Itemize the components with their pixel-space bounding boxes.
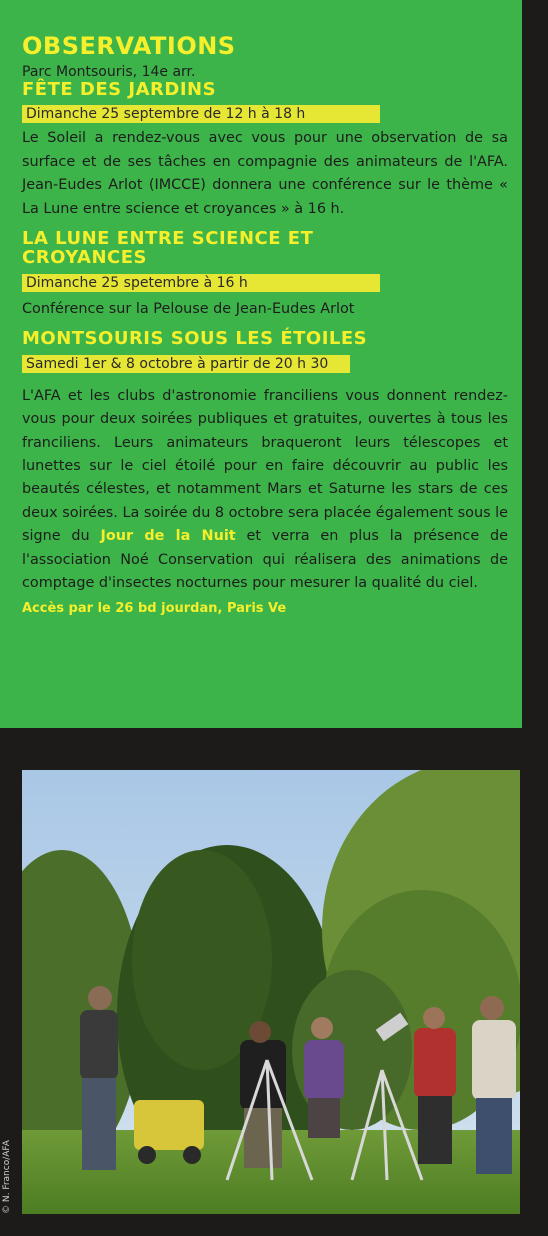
event1-date: Dimanche 25 septembre de 12 h à 18 h <box>22 105 380 123</box>
access-info: Accès par le 26 bd jourdan, Paris Ve <box>22 601 287 617</box>
event2-description: Conférence sur la Pelouse de Jean-Eudes Arlot <box>22 300 355 317</box>
panel-content <box>22 34 508 616</box>
page-title: OBSERVATIONS <box>22 32 236 60</box>
event3-text-end: et verra en plus la présence de l'association Noé Conservation qui réalisera des animations de comptage d'insectes nocturnes pour mesurer la qualité du ciel. <box>22 528 509 591</box>
event3-text-start: L'AFA et les clubs d'astronomie franciliens vous donnent rendez-vous pour deux soirées publiques et gratuites, ouvertes à tous les franciliens. Leurs animateurs braqueront leurs télescopes et lunettes sur le ciel étoilé pour en faire découvrir au public les beautés célestes, et notamment Mars et Saturne les stars de ces deux soirées. La soirée du 8 octobre sera placée également sous le signe du <box>22 387 508 545</box>
event2-date: Dimanche 25 spetembre à 16 h <box>22 274 380 292</box>
event3-description <box>22 385 508 596</box>
photo-credit: © N. Franco/AFA <box>2 1140 12 1214</box>
park-observation-photo <box>22 770 520 1214</box>
event3-title: MONTSOURIS SOUS LES ÉTOILES <box>22 328 368 350</box>
event1-description: Le Soleil a rendez-vous avec vous pour une observation de sa surface et de ses tâches en compagnie des animateurs de l'AFA. Jean-Eudes Arlot (IMCCE) donnera une conférence sur le thème « La Lune entre science et croyances » à 16 h. <box>22 130 508 217</box>
jour-de-la-nuit-highlight: Jour de la Nuit <box>100 528 236 545</box>
event3-date: Samedi 1er & 8 octobre à partir de 20 h 30 <box>22 355 350 373</box>
event1-title: FÊTE DES JARDINS <box>22 78 217 100</box>
event-venue: Parc Montsouris, 14e arr. <box>22 63 196 80</box>
event2-title: LA LUNE ENTRE SCIENCE ET CROYANCES <box>22 227 314 269</box>
